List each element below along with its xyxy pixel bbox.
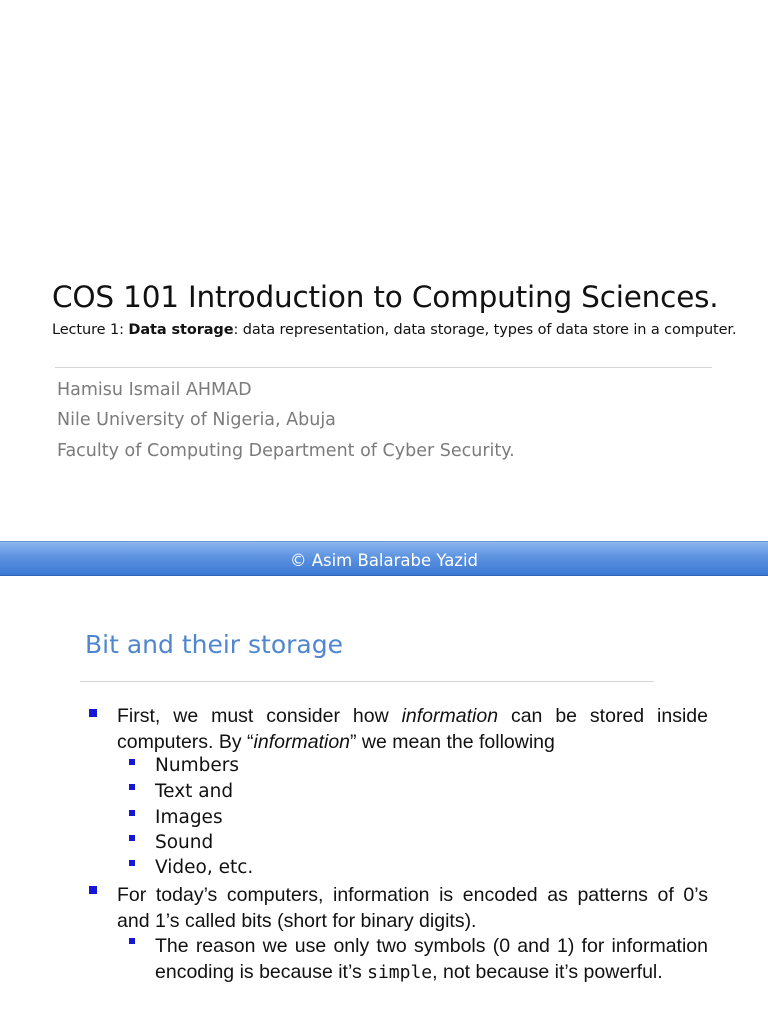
author-name: Hamisu Ismail AHMAD [57, 380, 252, 400]
copyright-banner [0, 541, 768, 576]
copyright-text: © Asim Balarabe Yazid [289, 551, 479, 570]
list-item: Images [155, 807, 223, 828]
lecture-subtitle [52, 322, 736, 338]
text-run: can be stored inside computers. By “ [117, 705, 708, 753]
lecture-prefix: Lecture 1: [52, 322, 129, 338]
sub-bullet-square-icon [129, 835, 135, 841]
bullet-information-paragraph [117, 703, 708, 755]
sub-bullet-square-icon [129, 938, 135, 944]
bullet-bits-paragraph: For today’s computers, information is encoded as patterns of 0’s and 1’s called bits (short for binary digits). [117, 884, 708, 932]
list-item: Video, etc. [155, 857, 254, 878]
lecture-topic-rest: : data representation, data storage, types of data store in a computer. [233, 322, 737, 338]
bullet-square-icon [89, 709, 97, 717]
text-run: First, we must consider how [117, 705, 402, 727]
slide-title-divider [80, 681, 654, 682]
sub-bullet-square-icon [129, 860, 135, 866]
text-run: The reason we use only two symbols (0 and 1) for information encoding is because it’s [155, 935, 708, 983]
list-item: Sound [155, 832, 214, 853]
italic-run: information [401, 705, 499, 727]
slide-title: Bit and their storage [85, 630, 343, 659]
sub-bullet-square-icon [129, 810, 135, 816]
list-item: Text and [155, 781, 234, 802]
list-item: Numbers [155, 755, 239, 776]
author-university: Nile University of Nigeria, Abuja [57, 410, 336, 430]
sub-bullet-reason-paragraph [155, 933, 708, 986]
lecture-topic-bold: Data storage [128, 322, 234, 338]
sub-bullet-square-icon [129, 759, 135, 765]
text-run: ” we mean the following [350, 731, 555, 753]
title-divider [55, 367, 712, 368]
author-department: Faculty of Computing Department of Cyber Security. [57, 441, 515, 461]
course-title: COS 101 Introduction to Computing Sciences. [52, 280, 719, 314]
monospace-run: simple [367, 962, 433, 983]
italic-run: information [253, 731, 351, 753]
text-run: , not because it’s powerful. [432, 961, 663, 983]
bullet-square-icon [89, 886, 97, 894]
sub-bullet-square-icon [129, 784, 135, 790]
